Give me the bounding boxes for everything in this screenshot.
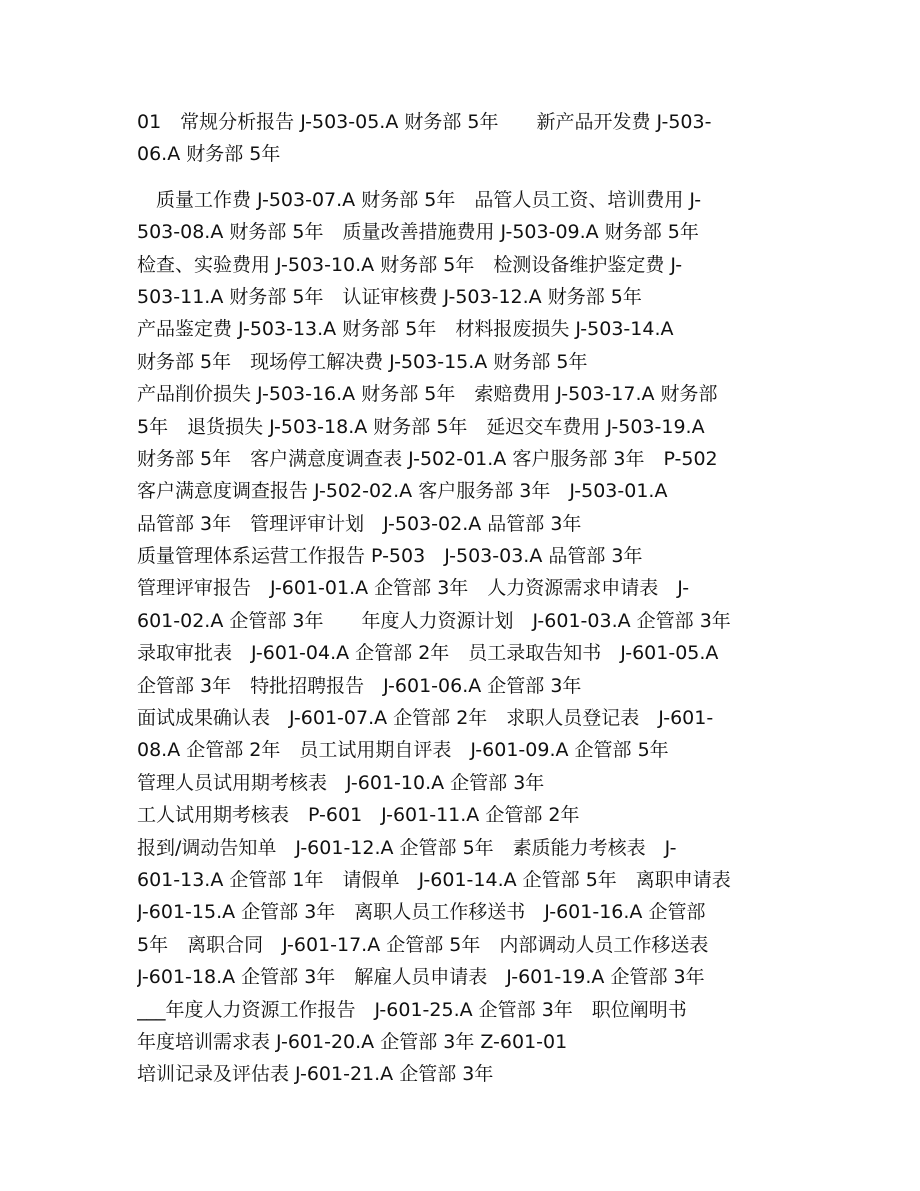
text-line: 5年 离职合同 J-601-17.A 企管部 5年 内部调动人员工作移送表 [137, 933, 709, 956]
text-line: 财务部 5年 现场停工解决费 J-503-15.A 财务部 5年 [137, 350, 588, 373]
text-line: J-601-18.A 企管部 3年 解雇人员申请表 J-601-19.A 企管部 3年 [137, 966, 705, 989]
text-line: 面试成果确认表 J-601-07.A 企管部 2年 求职人员登记表 J-601- [137, 707, 714, 730]
text-line: 503-08.A 财务部 5年 质量改善措施费用 J-503-09.A 财务部 5年 [137, 221, 699, 244]
text-line: 录取审批表 J-601-04.A 企管部 2年 员工录取告知书 J-601-05.A [137, 642, 719, 665]
text-line: 管理人员试用期考核表 J-601-10.A 企管部 3年 [137, 771, 545, 794]
text-line: 质量工作费 J-503-07.A 财务部 5年 品管人员工资、培训费用 J- [137, 188, 702, 211]
text-line: 产品鉴定费 J-503-13.A 财务部 5年 材料报废损失 J-503-14.A [137, 318, 674, 341]
text-line: 报到/调动告知单 J-601-12.A 企管部 5年 素质能力考核表 J- [137, 836, 677, 859]
paragraph-1 [137, 106, 787, 171]
text-line: 产品削价损失 J-503-16.A 财务部 5年 索赔费用 J-503-17.A 财务部 [137, 383, 718, 406]
text-line: 工人试用期考核表 P-601 J-601-11.A 企管部 2年 [137, 804, 580, 827]
text-line: 财务部 5年 客户满意度调查表 J-502-01.A 客户服务部 3年 P-502 [137, 447, 718, 470]
text-line: 601-13.A 企管部 1年 请假单 J-601-14.A 企管部 5年 离职申请表 [137, 868, 731, 891]
paragraph-2 [137, 184, 787, 1091]
text-line: 08.A 企管部 2年 员工试用期自评表 J-601-09.A 企管部 5年 [137, 739, 669, 762]
text-line: 品管部 3年 管理评审计划 J-503-02.A 品管部 3年 [137, 512, 582, 535]
text-line: 培训记录及评估表 J-601-21.A 企管部 3年 [137, 1063, 494, 1086]
text-line: 企管部 3年 特批招聘报告 J-601-06.A 企管部 3年 [137, 674, 582, 697]
text-line: ___年度人力资源工作报告 J-601-25.A 企管部 3年 职位阐明书 [137, 998, 687, 1021]
paragraph-gap [137, 171, 787, 184]
text-line: J-601-15.A 企管部 3年 离职人员工作移送书 J-601-16.A 企管部 [137, 901, 706, 924]
text-line: 601-02.A 企管部 3年 年度人力资源计划 J-601-03.A 企管部 3年 [137, 609, 731, 632]
text-line: 管理评审报告 J-601-01.A 企管部 3年 人力资源需求申请表 J- [137, 577, 690, 600]
text-line: 503-11.A 财务部 5年 认证审核费 J-503-12.A 财务部 5年 [137, 285, 642, 308]
text-line: 年度培训需求表 J-601-20.A 企管部 3年 Z-601-01 [137, 1030, 568, 1053]
text-line: 客户满意度调查报告 J-502-02.A 客户服务部 3年 J-503-01.A [137, 480, 668, 503]
document-body [137, 106, 787, 1091]
text-line: 5年 退货损失 J-503-18.A 财务部 5年 延迟交车费用 J-503-19.A [137, 415, 705, 438]
text-line: 检查、实验费用 J-503-10.A 财务部 5年 检测设备维护鉴定费 J- [137, 253, 683, 276]
text-line: 质量管理体系运营工作报告 P-503 J-503-03.A 品管部 3年 [137, 545, 643, 568]
text-line: 06.A 财务部 5年 [137, 143, 281, 166]
text-line: 01 常规分析报告 J-503-05.A 财务部 5年 新产品开发费 J-503- [137, 111, 712, 133]
